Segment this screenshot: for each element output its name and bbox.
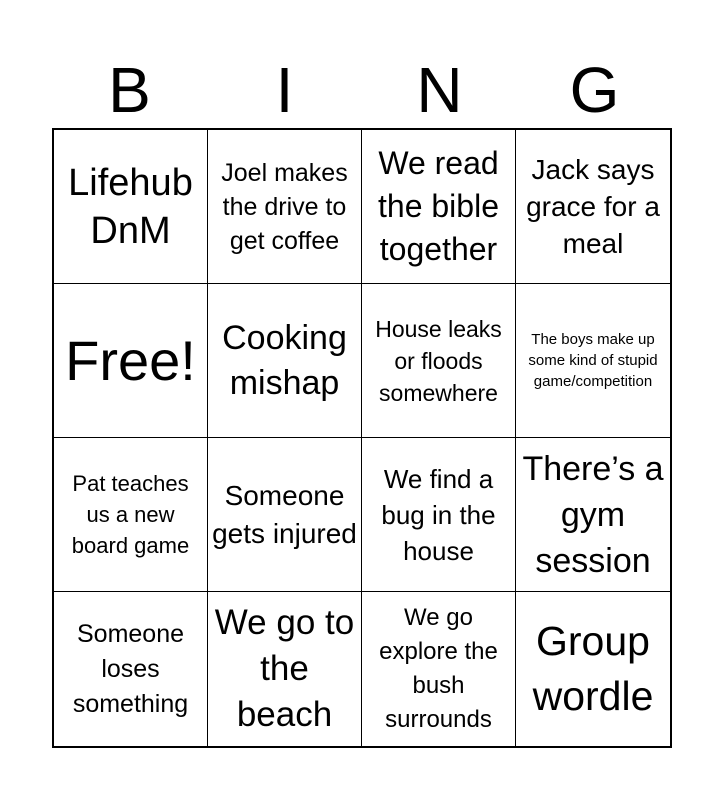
bingo-cell-text: Pat teaches us a new board game (71, 471, 190, 558)
bingo-cell[interactable] (516, 592, 670, 746)
bingo-card-grid (52, 128, 672, 748)
bingo-cell-text: The boys make up some kind of stupid game/competition (528, 331, 658, 390)
bingo-cell[interactable] (54, 438, 208, 592)
bingo-cell[interactable] (54, 130, 208, 284)
bingo-cell[interactable] (362, 438, 516, 592)
header-letter-i: I (275, 54, 294, 126)
bingo-cell-free-space: Free! (65, 328, 196, 392)
bingo-cell-text: We go to the beach (214, 603, 355, 734)
bingo-cell[interactable] (54, 284, 208, 438)
bingo-cell-text: Jack says grace for a meal (526, 154, 660, 259)
bingo-cell-text: We find a bug in the house (381, 463, 496, 566)
bingo-cell-text: House leaks or floods somewhere (375, 315, 502, 406)
bingo-cell[interactable] (362, 592, 516, 746)
bingo-header (52, 52, 672, 128)
bingo-cell[interactable] (208, 284, 362, 438)
bingo-cell[interactable] (516, 130, 670, 284)
bingo-cell-text: Cooking mishap (222, 318, 347, 402)
bingo-cell[interactable] (362, 284, 516, 438)
bingo-cell[interactable] (54, 592, 208, 746)
header-letter-b: B (108, 54, 151, 126)
bingo-cell[interactable] (208, 438, 362, 592)
bingo-cell-text: We go explore the bush surrounds (379, 604, 498, 733)
bingo-cell-text: Group wordle (532, 618, 654, 719)
bingo-cell-text: Joel makes the drive to get coffee (221, 158, 348, 255)
bingo-cell[interactable] (208, 592, 362, 746)
header-letter-g: G (569, 54, 620, 126)
bingo-cell-text: Someone loses something (72, 619, 189, 718)
bingo-cell[interactable] (208, 130, 362, 284)
bingo-cell-text: Someone gets injured (212, 479, 357, 549)
bingo-cell-text: There’s a gym session (522, 449, 664, 580)
bingo-cell-text: Lifehub DnM (68, 161, 193, 252)
bingo-cell-text: We read the bible together (378, 145, 499, 267)
bingo-cell[interactable] (362, 130, 516, 284)
bingo-cell[interactable] (516, 284, 670, 438)
bingo-cell[interactable] (516, 438, 670, 592)
header-letter-n: N (416, 54, 463, 126)
